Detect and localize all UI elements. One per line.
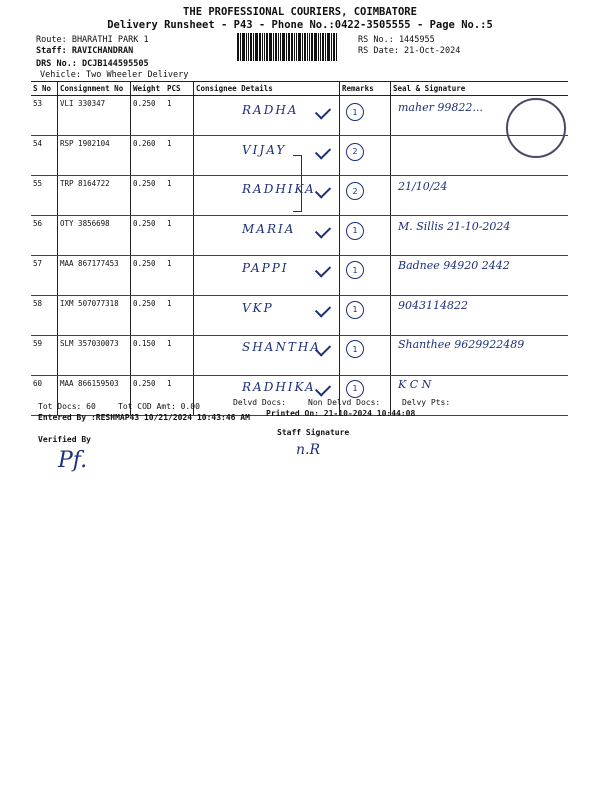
col-sno: S No: [31, 82, 58, 96]
remark-code-circle: 1: [346, 380, 364, 398]
barcode-bar: [314, 33, 317, 61]
row-pcs: 1: [165, 96, 194, 136]
barcode-bar: [336, 33, 337, 61]
company-title: THE PROFESSIONAL COURIERS, COIMBATORE: [183, 6, 417, 18]
row-consignment-no: MAA 867177453: [58, 256, 131, 296]
handwritten-consignee: MARIA: [242, 221, 296, 236]
barcode-bar: [275, 33, 277, 61]
barcode-bar: [266, 33, 268, 61]
remark-code-circle: 1: [346, 222, 364, 240]
drs-number: DRS No.: DCJB144595505: [36, 59, 149, 69]
barcode-bar: [322, 33, 324, 61]
total-cod: Tot COD Amt: 0.00: [118, 402, 200, 411]
row-consignment-no: TRP 8164722: [58, 176, 131, 216]
barcode-bar: [298, 33, 301, 61]
barcode-bar: [286, 33, 287, 61]
staff-signature: n.R: [296, 442, 321, 458]
row-pcs: 1: [165, 256, 194, 296]
row-weight: 0.260: [131, 136, 166, 176]
col-weight: Weight: [131, 82, 166, 96]
runsheet-subtitle: Delivery Runsheet - P43 - Phone No.:0422-3505555 - Page No.:5: [107, 19, 493, 31]
row-pcs: 1: [165, 296, 194, 336]
staff-label: Staff: RAVICHANDRAN: [36, 46, 134, 56]
barcode-bar: [307, 33, 308, 61]
row-consignment-no: MAA 866159503: [58, 376, 131, 416]
row-weight: 0.250: [131, 176, 166, 216]
barcode-bar: [309, 33, 310, 61]
staff-signature-label: Staff Signature: [277, 428, 350, 437]
vehicle-label: Vehicle: Two Wheeler Delivery: [40, 70, 189, 80]
row-weight: 0.250: [131, 376, 166, 416]
row-weight: 0.250: [131, 296, 166, 336]
row-consignment-no: VLI 330347: [58, 96, 131, 136]
row-sno: 55: [31, 176, 58, 216]
handwritten-consignee: VIJAY: [242, 142, 287, 157]
row-weight: 0.250: [131, 256, 166, 296]
remark-code-circle: 1: [346, 103, 364, 121]
barcode-image: [237, 33, 350, 61]
remark-code-circle: 2: [346, 182, 364, 200]
bracket-mark: [293, 155, 302, 212]
col-pcs: PCS: [165, 82, 194, 96]
barcode-bar: [253, 33, 254, 61]
row-pcs: 1: [165, 216, 194, 256]
barcode-bar: [246, 33, 247, 61]
company-seal-stamp: [506, 98, 566, 158]
row-pcs: 1: [165, 176, 194, 216]
barcode-bar: [250, 33, 252, 61]
barcode-bar: [318, 33, 319, 61]
non-delivered-docs: Non Delvd Docs:: [308, 398, 381, 407]
handwritten-consignee: VKP: [242, 300, 274, 315]
verified-signature: Pf.: [58, 448, 88, 473]
handwritten-consignee: PAPPI: [242, 261, 289, 275]
barcode-bar: [302, 33, 303, 61]
barcode-bar: [320, 33, 321, 61]
barcode-bar: [269, 33, 272, 61]
barcode-bar: [262, 33, 263, 61]
row-remarks-cell: [340, 336, 391, 376]
barcode-bar: [278, 33, 279, 61]
barcode-bar: [288, 33, 290, 61]
receiver-signature: Shanthee 9629922489: [398, 338, 525, 351]
runsheet-table: [31, 81, 568, 416]
barcode-bar: [333, 33, 335, 61]
handwritten-consignee: RADHA: [242, 103, 299, 117]
row-pcs: 1: [165, 376, 194, 416]
rs-date: RS Date: 21-Oct-2024: [358, 46, 461, 56]
row-weight: 0.250: [131, 216, 166, 256]
total-docs: Tot Docs: 60: [38, 402, 96, 411]
barcode-bar: [291, 33, 293, 61]
barcode-bar: [255, 33, 258, 61]
handwritten-consignee: SHANTHA: [242, 340, 321, 354]
row-sno: 53: [31, 96, 58, 136]
delivery-points: Delvy Pts:: [402, 398, 451, 407]
row-weight: 0.250: [131, 96, 166, 136]
col-remarks: Remarks: [340, 82, 391, 96]
barcode-bar: [296, 33, 297, 61]
barcode-bar: [282, 33, 285, 61]
barcode-bar: [327, 33, 330, 61]
row-sno: 58: [31, 296, 58, 336]
barcode-bar: [248, 33, 249, 61]
barcode-bar: [240, 33, 241, 61]
receiver-signature: maher 99822...: [398, 101, 483, 114]
col-seal-signature: Seal & Signature: [391, 82, 569, 96]
barcode-bar: [311, 33, 313, 61]
rs-number: RS No.: 1445955: [358, 35, 435, 45]
barcode-bar: [325, 33, 326, 61]
receiver-signature: Badnee 94920 2442: [398, 259, 510, 272]
remark-code-circle: 1: [346, 261, 364, 279]
handwritten-consignee: RADHIKA: [242, 379, 316, 394]
receiver-signature: M. Sillis 21-10-2024: [398, 219, 511, 233]
barcode-bar: [237, 33, 239, 61]
barcode-bar: [259, 33, 261, 61]
row-sno: 60: [31, 376, 58, 416]
row-consignment-no: IXM 507077318: [58, 296, 131, 336]
remark-code-circle: 2: [346, 143, 364, 161]
remark-code-circle: 1: [346, 301, 364, 319]
verified-by-label: Verified By: [38, 435, 91, 444]
row-sno: 56: [31, 216, 58, 256]
handwritten-consignee: RADHIKA: [242, 182, 316, 196]
remark-code-circle: 1: [346, 340, 364, 358]
barcode-bar: [331, 33, 332, 61]
delivered-docs: Delvd Docs:: [233, 398, 286, 407]
row-pcs: 1: [165, 336, 194, 376]
route-label: Route: BHARATHI PARK 1: [36, 35, 149, 45]
row-sno: 59: [31, 336, 58, 376]
col-consignment: Consignment No: [58, 82, 131, 96]
col-consignee: Consignee Details: [194, 82, 340, 96]
row-sno: 54: [31, 136, 58, 176]
barcode-bar: [304, 33, 306, 61]
receiver-signature: 9043114822: [398, 298, 468, 312]
row-consignment-no: RSP 1902104: [58, 136, 131, 176]
table-row: [31, 296, 568, 336]
row-consignment-no: SLM 357030073: [58, 336, 131, 376]
row-consignment-no: OTY 3856698: [58, 216, 131, 256]
entered-by: Entered By :RESHMAP43 10/21/2024 10:43:46 AM: [38, 413, 250, 422]
barcode-bar: [273, 33, 274, 61]
row-sno: 57: [31, 256, 58, 296]
barcode-bar: [280, 33, 281, 61]
barcode-bar: [264, 33, 265, 61]
row-weight: 0.150: [131, 336, 166, 376]
table-row: [31, 96, 568, 136]
printed-on: Printed On: 21-10-2024 10:44:08: [266, 409, 416, 418]
row-pcs: 1: [165, 136, 194, 176]
barcode-bar: [242, 33, 245, 61]
barcode-bar: [294, 33, 295, 61]
receiver-signature: 21/10/24: [398, 180, 448, 193]
receiver-signature: K C N: [398, 377, 432, 391]
